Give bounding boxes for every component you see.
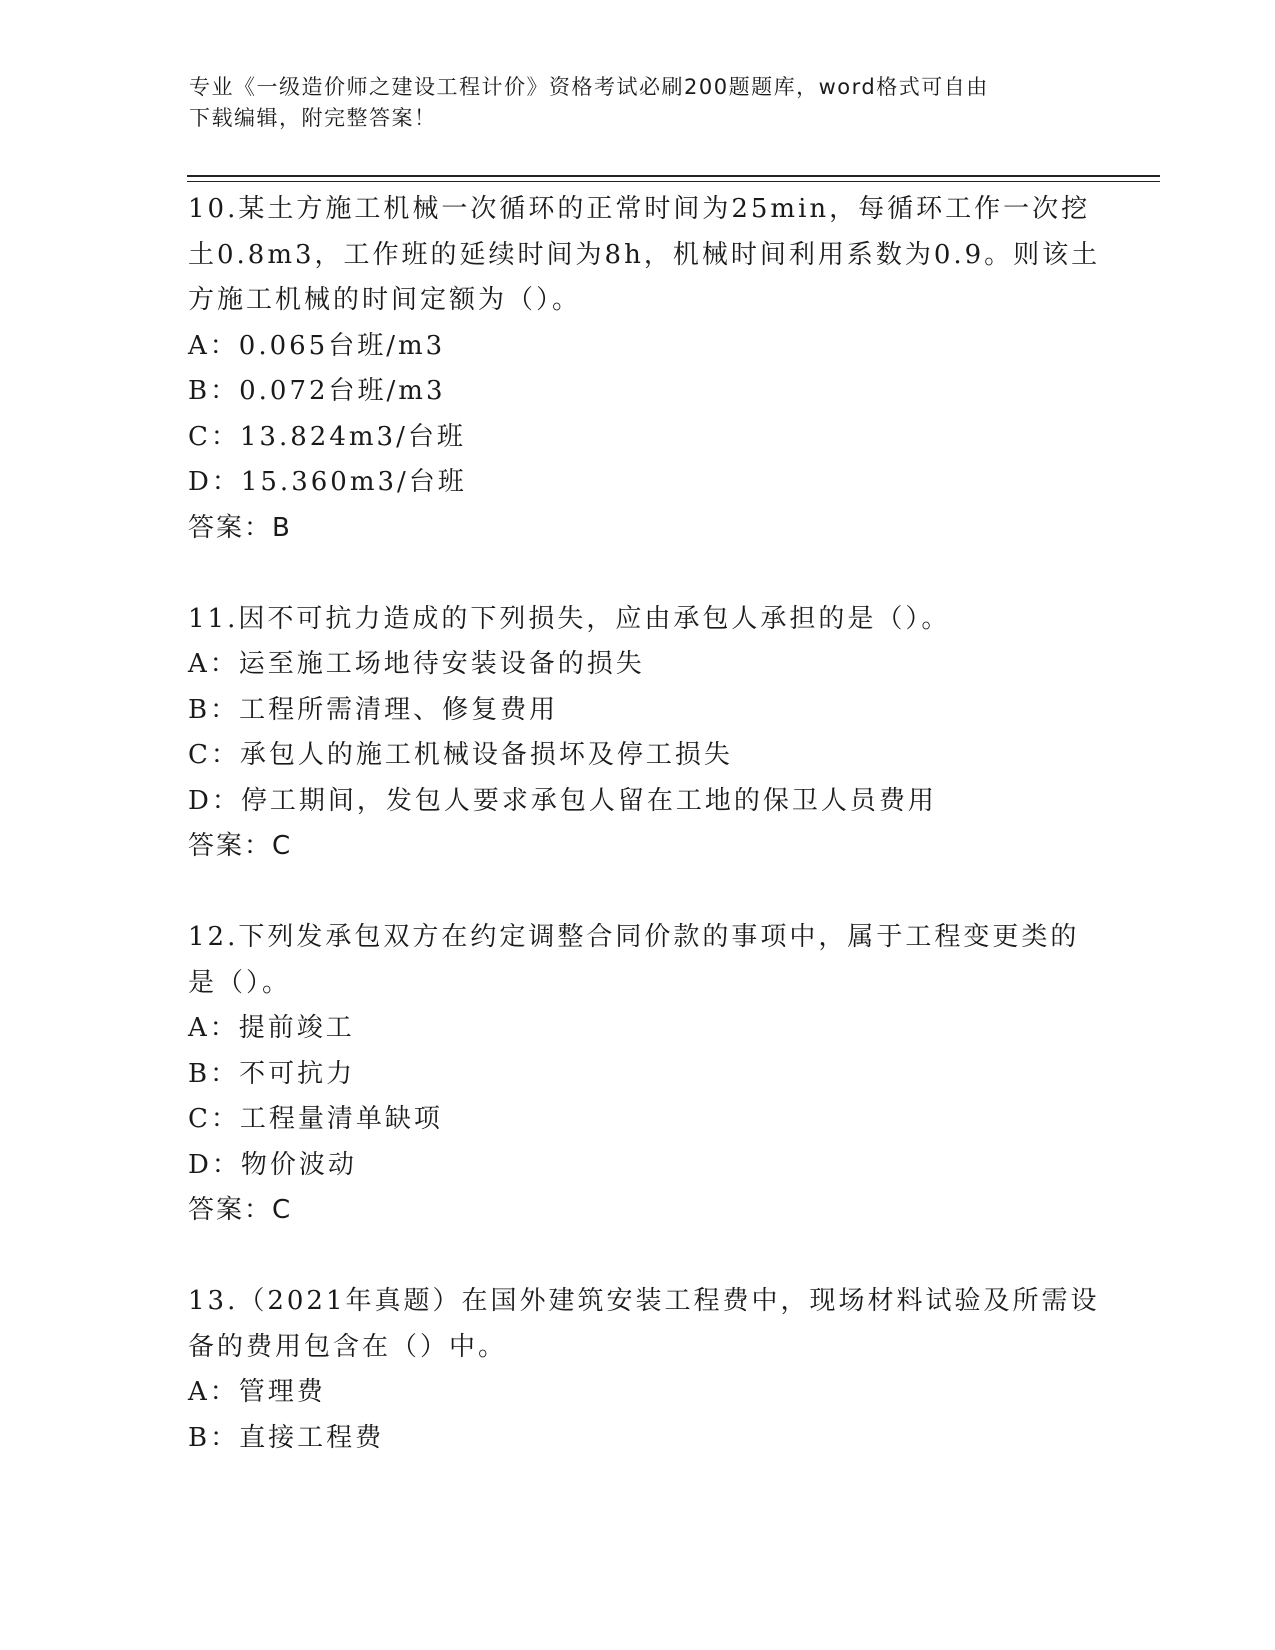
question-stem-line: 是（）。 — [188, 967, 292, 998]
question-11 — [188, 597, 1088, 870]
option-b: B：不可抗力 — [188, 1058, 356, 1089]
option-b: B：工程所需清理、修复费用 — [188, 694, 559, 725]
option-c: C：13.824m3/台班 — [188, 421, 466, 452]
option-d: D：物价波动 — [188, 1149, 357, 1180]
answer: 答案：C — [188, 831, 293, 861]
question-list — [188, 187, 1101, 1461]
option-d: D：停工期间，发包人要求承包人留在工地的保卫人员费用 — [188, 785, 937, 816]
question-stem-line: 土0.8m3，工作班的延续时间为8h，机械时间利用系数为0.9。则该土 — [188, 239, 1101, 270]
header-line-1: 专业《一级造价师之建设工程计价》资格考试必刷200题题库，word格式可自由 — [189, 75, 989, 99]
question-12 — [188, 915, 1088, 1234]
document-header — [189, 72, 1069, 134]
question-10 — [188, 187, 1101, 551]
question-stem-line: 12.下列发承包双方在约定调整合同价款的事项中，属于工程变更类的 — [188, 922, 1080, 952]
option-a: A：0.065台班/m3 — [188, 330, 446, 361]
header-line-2: 下载编辑，附完整答案！ — [189, 106, 437, 130]
question-spacer — [188, 1234, 1088, 1280]
option-a: A：运至施工场地待安装设备的损失 — [188, 649, 645, 679]
question-spacer — [188, 551, 1088, 597]
option-a: A：管理费 — [188, 1377, 326, 1407]
header-divider-thin — [187, 181, 1160, 182]
option-a: A：提前竣工 — [188, 1013, 355, 1043]
option-b: B：直接工程费 — [188, 1422, 385, 1453]
option-c: C：承包人的施工机械设备损坏及停工损失 — [188, 740, 733, 770]
question-stem-line: 10.某土方施工机械一次循环的正常时间为25min，每循环工作一次挖 — [188, 194, 1091, 224]
answer: 答案：B — [188, 512, 292, 543]
question-stem-line: 13.（2021年真题）在国外建筑安装工程费中，现场材料试验及所需设 — [188, 1286, 1100, 1316]
option-b: B：0.072台班/m3 — [188, 376, 446, 406]
question-stem-line: 方施工机械的时间定额为（）。 — [188, 285, 582, 315]
option-d: D：15.360m3/台班 — [188, 467, 467, 497]
option-c: C：工程量清单缺项 — [188, 1104, 443, 1134]
question-stem-line: 11.因不可抗力造成的下列损失，应由承包人承担的是（）。 — [188, 603, 951, 634]
question-stem-line: 备的费用包含在（）中。 — [188, 1331, 508, 1362]
header-divider-thick — [187, 175, 1160, 177]
question-13 — [188, 1279, 1100, 1461]
question-spacer — [188, 870, 1088, 916]
answer: 答案：C — [188, 1195, 293, 1225]
